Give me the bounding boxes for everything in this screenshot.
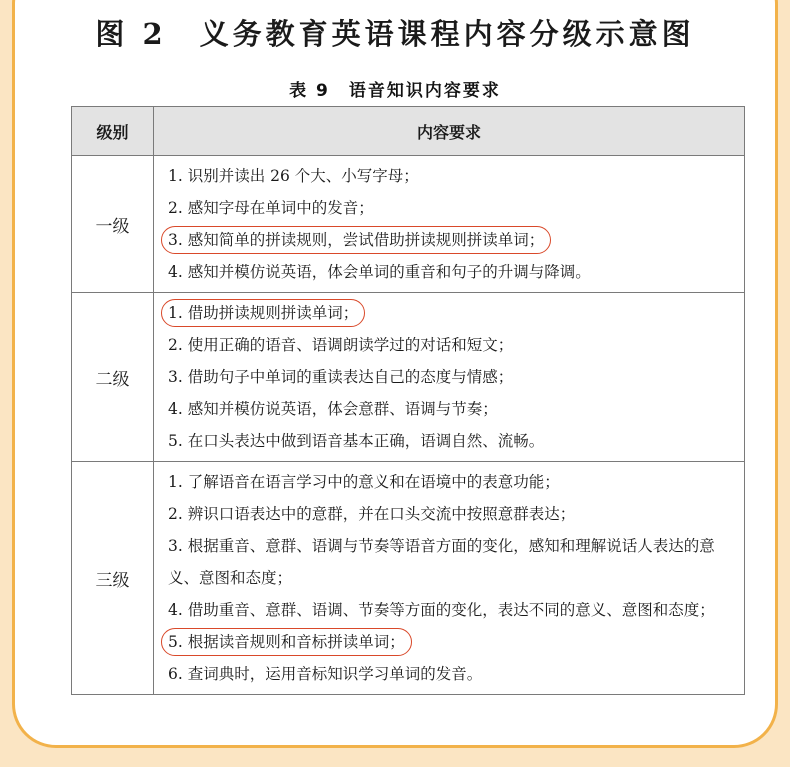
content-cell <box>154 462 745 695</box>
requirement-text: 1. 识别并读出 26 个大、小写字母； <box>168 167 419 185</box>
header-content: 内容要求 <box>154 107 745 156</box>
requirement-text: 2. 辨识口语表达中的意群，并在口头交流中按照意群表达； <box>168 505 576 523</box>
highlighted-requirement-text: 3. 感知简单的拼读规则，尝试借助拼读规则拼读单词； <box>161 226 551 254</box>
requirement-text: 1. 了解语音在语言学习中的意义和在语境中的表意功能； <box>168 473 560 491</box>
requirement-text: 3. 借助句子中单词的重读表达自己的态度与情感； <box>168 368 514 386</box>
requirement-text: 2. 感知字母在单词中的发音； <box>168 199 374 217</box>
content-cell <box>154 156 745 293</box>
requirement-item <box>168 224 736 256</box>
table-header-row <box>72 107 745 156</box>
table-caption: 表 9 语音知识内容要求 <box>289 81 501 101</box>
level-cell: 二级 <box>72 293 154 462</box>
requirement-item <box>168 297 736 329</box>
table-body <box>72 156 745 695</box>
requirement-item <box>168 361 736 393</box>
level-cell: 三级 <box>72 462 154 695</box>
requirement-item <box>168 192 736 224</box>
requirement-item <box>168 594 736 626</box>
highlighted-requirement-text: 1. 借助拼读规则拼读单词； <box>161 299 365 327</box>
requirement-item <box>168 425 736 457</box>
requirement-text: 4. 借助重音、意群、语调、节奏等方面的变化，表达不同的意义、意图和态度； <box>168 601 715 619</box>
requirement-item <box>168 393 736 425</box>
requirement-text: 5. 在口头表达中做到语音基本正确，语调自然、流畅。 <box>168 432 545 450</box>
content-cell <box>154 293 745 462</box>
table-row <box>72 462 745 695</box>
requirement-item <box>168 160 736 192</box>
table-row <box>72 156 745 293</box>
requirement-text: 3. 根据重音、意群、语调与节奏等语音方面的变化，感知和理解说话人表达的意义、意图和态度； <box>168 537 715 587</box>
header-level: 级别 <box>72 107 154 156</box>
requirement-text: 4. 感知并模仿说英语，体会意群、语调与节奏； <box>168 400 498 418</box>
requirement-text: 6. 查词典时，运用音标知识学习单词的发音。 <box>168 665 483 683</box>
requirement-item <box>168 498 736 530</box>
requirement-item <box>168 530 736 594</box>
level-cell: 一级 <box>72 156 154 293</box>
requirement-text: 2. 使用正确的语音、语调朗读学过的对话和短文； <box>168 336 514 354</box>
requirement-item <box>168 658 736 690</box>
requirement-item <box>168 466 736 498</box>
requirement-item <box>168 329 736 361</box>
figure-title: 图 2 义务教育英语课程内容分级示意图 <box>95 17 695 51</box>
table-row <box>72 293 745 462</box>
requirement-item <box>168 256 736 288</box>
requirement-text: 4. 感知并模仿说英语，体会单词的重音和句子的升调与降调。 <box>168 263 591 281</box>
phonics-requirements-table <box>71 106 745 695</box>
highlighted-requirement-text: 5. 根据读音规则和音标拼读单词； <box>161 628 412 656</box>
requirement-item <box>168 626 736 658</box>
